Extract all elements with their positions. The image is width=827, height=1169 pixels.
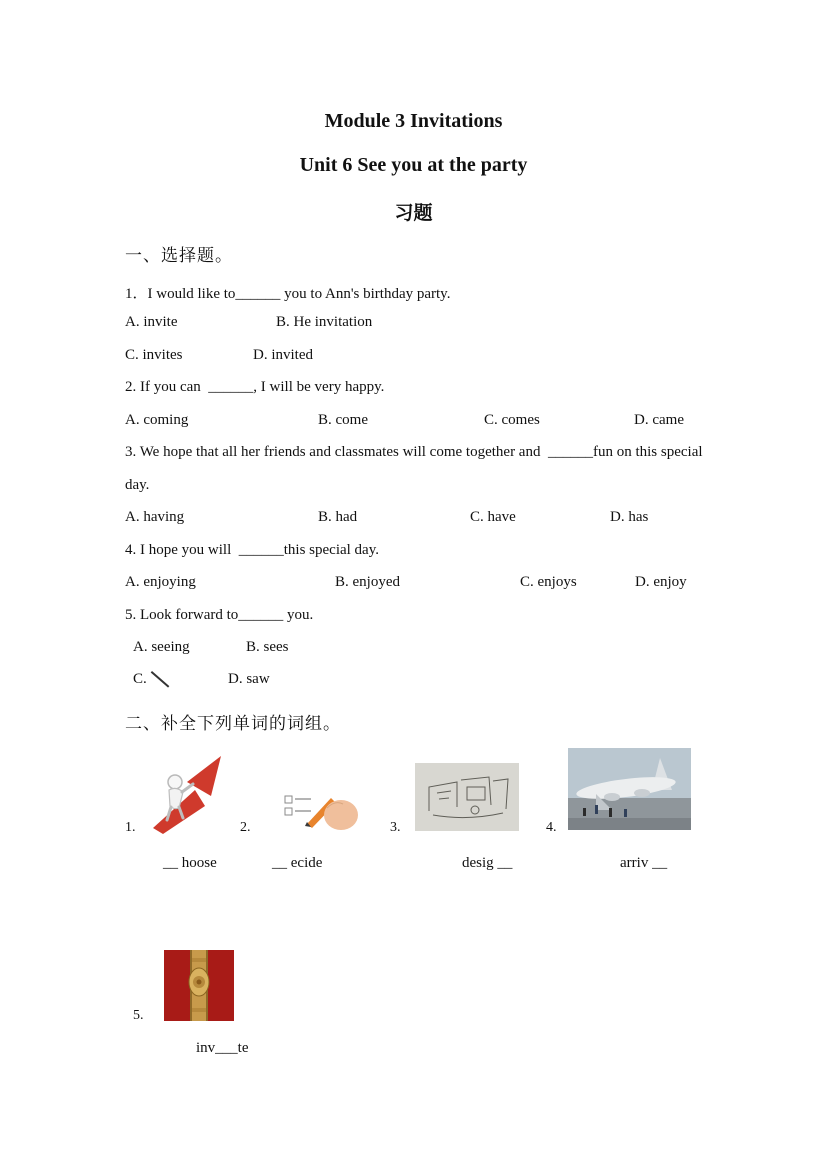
item-3-number: 3. xyxy=(390,820,401,835)
module-title: Module 3 Invitations xyxy=(324,110,503,132)
design-sketch-image xyxy=(415,763,519,831)
question-5-text: 5. Look forward to______ you. xyxy=(125,607,314,623)
question-3-option-c: C. have xyxy=(470,509,516,525)
question-4-text: 4. I hope you will ______this special day. xyxy=(125,542,379,558)
question-5-option-b: B. sees xyxy=(246,639,289,655)
item-5-word: inv___te xyxy=(196,1040,249,1056)
invitation-card-image xyxy=(164,950,234,1021)
question-2-option-b: B. come xyxy=(318,412,368,428)
question-1-option-b: B. He invitation xyxy=(276,314,373,330)
question-2-text: 2. If you can ______, I will be very happy. xyxy=(125,379,385,395)
item-2-number: 2. xyxy=(240,820,251,835)
question-4-option-b: B. enjoyed xyxy=(335,574,400,590)
choose-illustration-image xyxy=(143,752,228,834)
question-3-option-a: A. having xyxy=(125,509,185,525)
question-4-option-c: C. enjoys xyxy=(520,574,577,590)
question-1-option-c: C. invites xyxy=(125,347,183,363)
question-2-option-a: A. coming xyxy=(125,412,189,428)
question-2-option-d: D. came xyxy=(634,412,684,428)
item-4-number: 4. xyxy=(546,820,557,835)
section-two-heading: 二、补全下列单词的词组。 xyxy=(125,714,341,733)
question-3-option-d: D. has xyxy=(610,509,649,525)
question-2-option-c: C. comes xyxy=(484,412,540,428)
decide-illustration-image xyxy=(281,788,359,836)
slash-mark xyxy=(151,671,170,688)
question-5-option-d: D. saw xyxy=(228,671,270,687)
question-4-option-a: A. enjoying xyxy=(125,574,196,590)
item-1-number: 1. xyxy=(125,820,136,835)
item-5-number: 5. xyxy=(133,1008,144,1023)
question-3-text-line2: day. xyxy=(125,477,150,493)
section-one-heading: 一、选择题。 xyxy=(125,246,233,265)
unit-title: Unit 6 See you at the party xyxy=(299,154,528,176)
item-4-word: arriv __ xyxy=(620,855,668,871)
question-4-option-d: D. enjoy xyxy=(635,574,687,590)
question-1-option-a: A. invite xyxy=(125,314,178,330)
item-1-word: __ hoose xyxy=(163,855,217,871)
item-2-word: __ ecide xyxy=(272,855,323,871)
question-5-option-c: C. xyxy=(133,671,147,687)
item-3-word: desig __ xyxy=(462,855,513,871)
question-5-option-a: A. seeing xyxy=(133,639,190,655)
question-3-option-b: B. had xyxy=(318,509,358,525)
arrive-airplane-image xyxy=(568,748,691,830)
question-1-option-d: D. invited xyxy=(253,347,313,363)
question-3-text-line1: 3. We hope that all her friends and classmates will come together and ______fun on this special xyxy=(125,444,703,460)
question-1-text: 1．I would like to______ you to Ann's birthday party. xyxy=(125,286,451,302)
exercise-title: 习题 xyxy=(394,203,433,224)
